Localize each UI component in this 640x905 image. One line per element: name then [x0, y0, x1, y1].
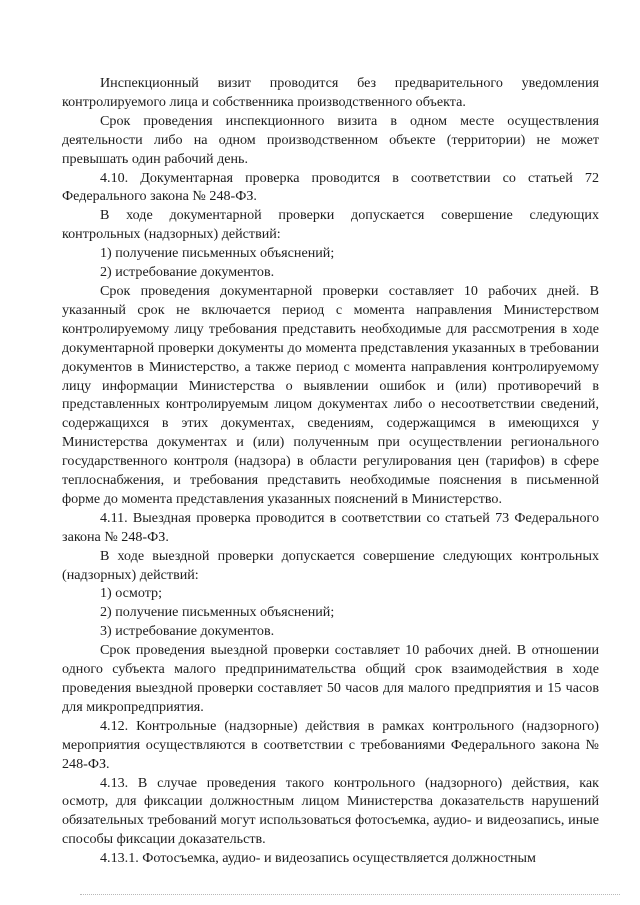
list-item-onsite-3: 3) истребование документов. — [100, 623, 275, 640]
page-bottom-divider — [80, 894, 620, 895]
document-page — [62, 74, 599, 868]
paragraph-4-10: 4.10. Документарная проверка проводится в соответствии со статьей 72 Федерального закона № 248-ФЗ. — [62, 169, 599, 205]
list-item-onsite-2: 2) получение письменных объяснений; — [100, 604, 335, 621]
paragraph-4-13: 4.13. В случае проведения такого контрольного (надзорного) действия, как осмотр, для фиксации должностным лицом Министерства доказательств нарушений обязательных требований могут использоваться фотосъемка, аудио- и видеозапись, иные способы фиксации доказательств. — [62, 774, 599, 848]
paragraph-onsite-duration: Срок проведения выездной проверки составляет 10 рабочих дней. В отношении одного субъекта малого предпринимательства общий срок взаимодействия в ходе проведения выездной проверки составляет 50 часов для малого предприятия и 15 часов для микропредприятия. — [62, 642, 599, 715]
list-item-documentary-2: 2) истребование документов. — [100, 264, 275, 281]
paragraph-4-12: 4.12. Контрольные (надзорные) действия в рамках контрольного (надзорного) мероприятия осуществляются в соответствии с требованиями Федерального закона № 248-ФЗ. — [62, 717, 599, 772]
paragraph-4-13-1: 4.13.1. Фотосъемка, аудио- и видеозапись осуществляется должностным — [100, 850, 536, 867]
list-item-onsite-1: 1) осмотр; — [100, 585, 162, 602]
paragraph-documentary-duration: Срок проведения документарной проверки составляет 10 рабочих дней. В указанный срок не включается период с момента направления Министерством контролируемому лицу требования представить необходимые для рассмотрения в ходе документарной проверки документы до момента представления указанных в требовании документов в Министерство, а также период с момента направления контролируемому лицу информации Министерства о выявлении ошибок и (или) противоречий в представленных контролируемым лицом документах либо о несоответствии сведений, содержащихся в этих документах, сведениям, содержащимся в имеющихся у Министерства документах и (или) полученным при осуществлении регионального государственного контроля (надзора) в области регулирования цен (тарифов) в сфере теплоснабжения, и требования представить необходимые пояснения в письменной форме до момента представления указанных пояснений в Министерство. — [62, 282, 599, 507]
paragraph-onsite-actions: В ходе выездной проверки допускается совершение следующих контрольных (надзорных) действий: — [62, 547, 599, 583]
paragraph-inspection-visit-duration: Срок проведения инспекционного визита в одном месте осуществления деятельности либо на одном производственном объекте (территории) не может превышать один рабочий день. — [62, 112, 599, 167]
list-item-documentary-1: 1) получение письменных объяснений; — [100, 245, 335, 262]
paragraph-inspection-visit-notice: Инспекционный визит проводится без предварительного уведомления контролируемого лица и собственника производственного объекта. — [62, 75, 599, 110]
paragraph-documentary-actions: В ходе документарной проверки допускается совершение следующих контрольных (надзорных) действий: — [62, 207, 599, 243]
paragraph-4-11: 4.11. Выездная проверка проводится в соответствии со статьей 73 Федерального закона № 248-ФЗ. — [62, 509, 599, 545]
